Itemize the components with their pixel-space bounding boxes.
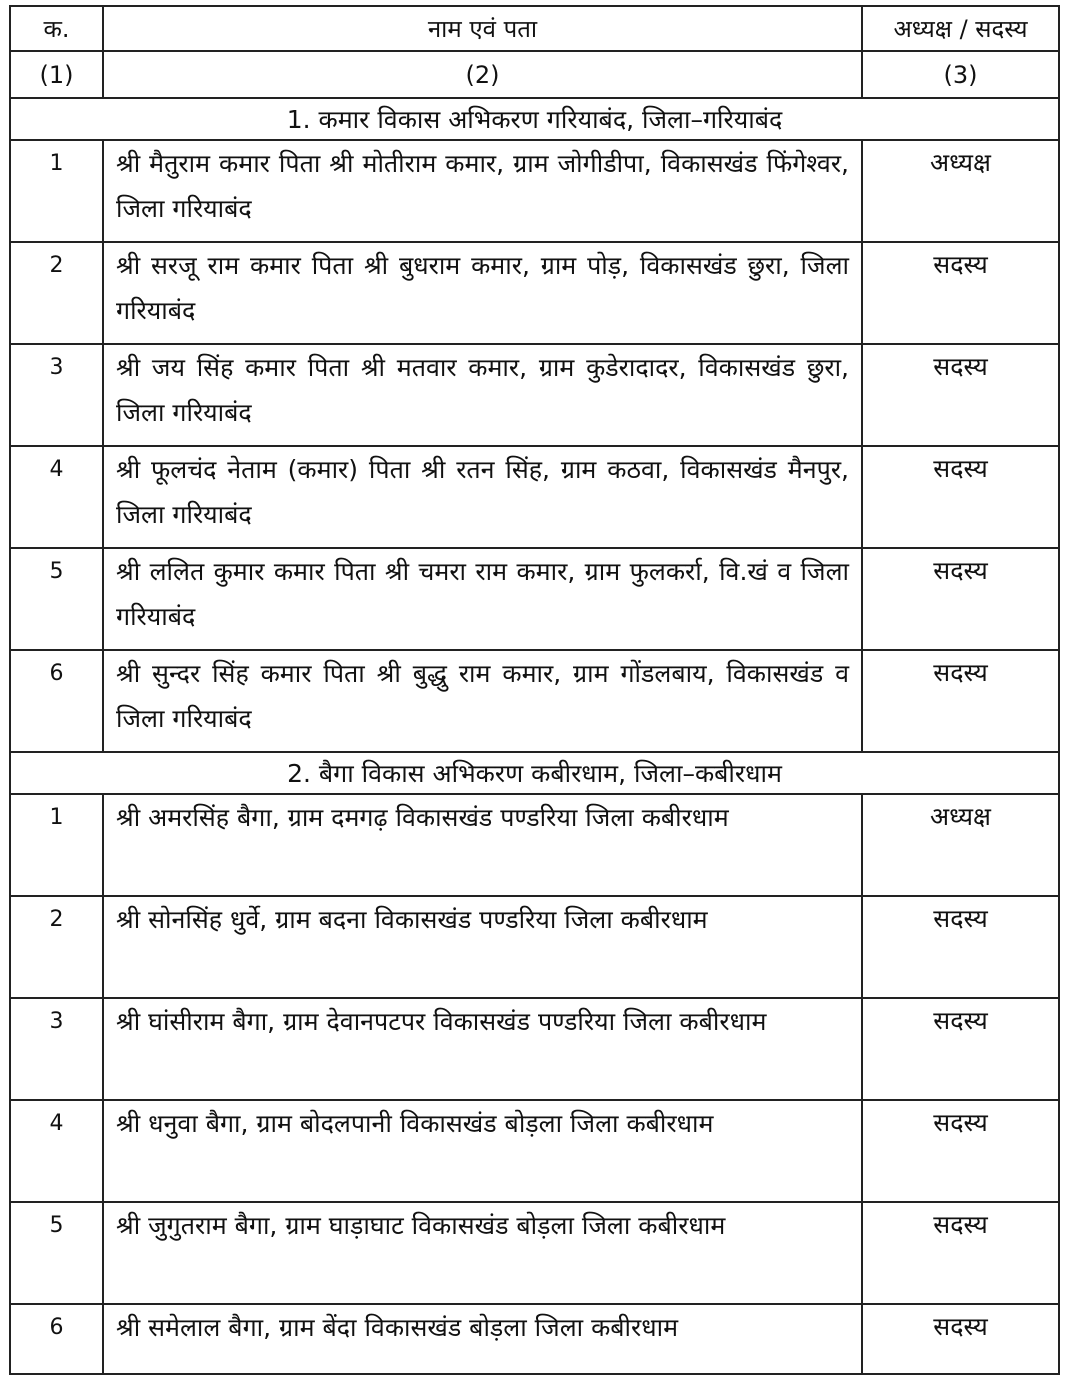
role: अध्यक्ष [862, 140, 1059, 242]
name-address: श्री जुगुतराम बैगा, ग्राम घाड़ाघाट विकासखंड बोड़ला जिला कबीरधाम [103, 1202, 862, 1304]
role: सदस्य [862, 242, 1059, 344]
section-title-row [10, 752, 1059, 794]
table-row [10, 242, 1059, 344]
serial-number: 5 [10, 548, 103, 650]
role: सदस्य [862, 446, 1059, 548]
name-address: श्री धनुवा बैगा, ग्राम बोदलपानी विकासखंड बोड़ला जिला कबीरधाम [103, 1100, 862, 1202]
name-address: श्री सुन्दर सिंह कमार पिता श्री बुद्धु राम कमार, ग्राम गोंडलबाय, विकासखंड व जिला गरियाबंद [103, 650, 862, 752]
serial-number: 3 [10, 344, 103, 446]
table-row [10, 650, 1059, 752]
role: सदस्य [862, 344, 1059, 446]
role: सदस्य [862, 1100, 1059, 1202]
column-number-1: (1) [10, 51, 103, 98]
column-number-2: (2) [103, 51, 862, 98]
table-row [10, 794, 1059, 896]
name-address: श्री सोनसिंह धुर्वे, ग्राम बदना विकासखंड पण्डरिया जिला कबीरधाम [103, 896, 862, 998]
table-row [10, 1304, 1059, 1374]
name-address: श्री समेलाल बैगा, ग्राम बेंदा विकासखंड बोड़ला जिला कबीरधाम [103, 1304, 862, 1374]
section-title: 2. बैगा विकास अभिकरण कबीरधाम, जिला–कबीरधाम [10, 752, 1059, 794]
table-row [10, 446, 1059, 548]
role: सदस्य [862, 896, 1059, 998]
table-row [10, 344, 1059, 446]
table-row [10, 1202, 1059, 1304]
serial-number: 3 [10, 998, 103, 1100]
name-address: श्री अमरसिंह बैगा, ग्राम दमगढ़ विकासखंड पण्डरिया जिला कबीरधाम [103, 794, 862, 896]
column-number-3: (3) [862, 51, 1059, 98]
table-row [10, 548, 1059, 650]
name-address: श्री सरजू राम कमार पिता श्री बुधराम कमार, ग्राम पोड़, विकासखंड छुरा, जिला गरियाबंद [103, 242, 862, 344]
section-title: 1. कमार विकास अभिकरण गरियाबंद, जिला–गरियाबंद [10, 98, 1059, 140]
section-title-row [10, 98, 1059, 140]
table-row [10, 896, 1059, 998]
serial-number: 2 [10, 896, 103, 998]
name-address: श्री मैतुराम कमार पिता श्री मोतीराम कमार, ग्राम जोगीडीपा, विकासखंड फिंगेश्वर, जिला गरियाबंद [103, 140, 862, 242]
serial-number: 1 [10, 794, 103, 896]
column-number-row [10, 51, 1059, 98]
header-row [10, 6, 1059, 51]
role: सदस्य [862, 548, 1059, 650]
role: सदस्य [862, 1304, 1059, 1374]
table-row [10, 1100, 1059, 1202]
serial-number: 4 [10, 1100, 103, 1202]
serial-number: 2 [10, 242, 103, 344]
serial-number: 4 [10, 446, 103, 548]
serial-number: 6 [10, 650, 103, 752]
header-name-address: नाम एवं पता [103, 6, 862, 51]
table-row [10, 140, 1059, 242]
serial-number: 6 [10, 1304, 103, 1374]
table-row [10, 998, 1059, 1100]
role: सदस्य [862, 1202, 1059, 1304]
name-address: श्री ललित कुमार कमार पिता श्री चमरा राम कमार, ग्राम फुलकर्रा, वि.खं व जिला गरियाबंद [103, 548, 862, 650]
header-role: अध्यक्ष / सदस्य [862, 6, 1059, 51]
role: अध्यक्ष [862, 794, 1059, 896]
name-address: श्री जय सिंह कमार पिता श्री मतवार कमार, ग्राम कुडेरादादर, विकासखंड छुरा, जिला गरियाबंद [103, 344, 862, 446]
member-table [9, 5, 1060, 1375]
role: सदस्य [862, 998, 1059, 1100]
serial-number: 5 [10, 1202, 103, 1304]
role: सदस्य [862, 650, 1059, 752]
name-address: श्री फूलचंद नेताम (कमार) पिता श्री रतन सिंह, ग्राम कठवा, विकासखंड मैनपुर, जिला गरियाबंद [103, 446, 862, 548]
name-address: श्री घांसीराम बैगा, ग्राम देवानपटपर विकासखंड पण्डरिया जिला कबीरधाम [103, 998, 862, 1100]
serial-number: 1 [10, 140, 103, 242]
header-serial: क. [10, 6, 103, 51]
